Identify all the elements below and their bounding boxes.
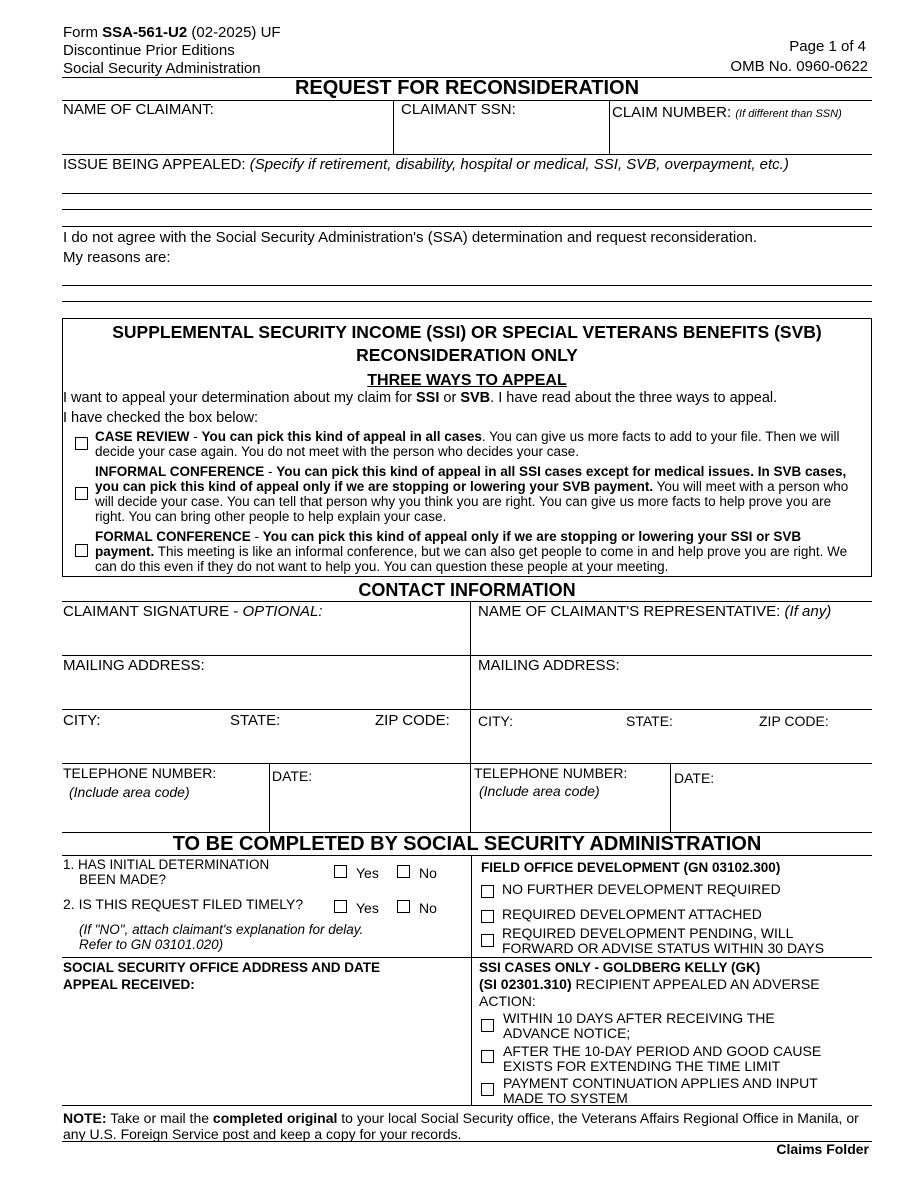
delay-note: (If "NO", attach claimant's explanation for delay. Refer to GN 03101.020) bbox=[79, 922, 364, 952]
formal-conference-checkbox[interactable] bbox=[75, 544, 88, 557]
q1-yes-checkbox[interactable] bbox=[334, 865, 347, 878]
form-title: REQUEST FOR RECONSIDERATION bbox=[294, 77, 640, 99]
discontinue-notice: Discontinue Prior Editions bbox=[63, 42, 235, 59]
claim-number-label: CLAIM NUMBER: (If different than SSN) bbox=[612, 104, 842, 121]
claimant-mailing-label: MAILING ADDRESS: bbox=[63, 657, 205, 674]
claims-folder-label: Claims Folder bbox=[776, 1141, 869, 1157]
issue-field[interactable] bbox=[63, 174, 871, 224]
informal-conference-checkbox[interactable] bbox=[75, 487, 88, 500]
rep-telephone-label: TELEPHONE NUMBER: bbox=[474, 765, 628, 781]
q1-yes-label: Yes bbox=[356, 865, 379, 881]
page-number: Page 1 of 4 bbox=[789, 38, 866, 55]
ssi-title-line2: RECONSIDERATION ONLY bbox=[356, 345, 578, 365]
q2-yes-checkbox[interactable] bbox=[334, 900, 347, 913]
development-pending-checkbox[interactable] bbox=[481, 934, 494, 947]
rep-mailing-field[interactable] bbox=[474, 676, 870, 708]
claimant-ssn-field[interactable] bbox=[396, 118, 606, 152]
q1-label: 1. HAS INITIAL DETERMINATION BEEN MADE? bbox=[63, 857, 270, 887]
claimant-ssn-label: CLAIMANT SSN: bbox=[401, 101, 516, 118]
office-address-field[interactable] bbox=[63, 996, 467, 1102]
claimant-city-label: CITY: bbox=[63, 712, 101, 729]
development-attached-checkbox[interactable] bbox=[481, 910, 494, 923]
claimant-mailing-field[interactable] bbox=[63, 676, 467, 708]
office-address-label: SOCIAL SECURITY OFFICE ADDRESS AND DATE APPEAL RECEIVED: bbox=[63, 960, 381, 992]
field-office-title: FIELD OFFICE DEVELOPMENT (GN 03102.300) bbox=[481, 860, 781, 875]
representative-name-label: NAME OF CLAIMANT'S REPRESENTATIVE: (If any) bbox=[478, 603, 832, 620]
omb-number: OMB No. 0960-0622 bbox=[730, 58, 868, 75]
claimant-date-field[interactable] bbox=[272, 786, 468, 830]
issue-label: ISSUE BEING APPEALED: (Specify if retirement, disability, hospital or medical, SSI, SVB, overpayment, etc.) bbox=[63, 156, 789, 173]
gk-payment-continuation-label: PAYMENT CONTINUATION APPLIES AND INPUT MADE TO SYSTEM bbox=[503, 1075, 818, 1106]
claimant-name-field[interactable] bbox=[63, 118, 391, 152]
q2-yes-label: Yes bbox=[356, 900, 379, 916]
gk-after-10-day-checkbox[interactable] bbox=[481, 1050, 494, 1063]
gk-within-10-days-checkbox[interactable] bbox=[481, 1019, 494, 1032]
q2-no-label: No bbox=[419, 900, 437, 916]
representative-name-field[interactable] bbox=[474, 622, 870, 654]
rep-state-label: STATE: bbox=[626, 713, 673, 729]
rep-date-label: DATE: bbox=[674, 770, 715, 786]
claimant-signature-label: CLAIMANT SIGNATURE - OPTIONAL: bbox=[63, 603, 323, 620]
no-further-development-label: NO FURTHER DEVELOPMENT REQUIRED bbox=[502, 881, 781, 897]
reconsideration-statement: I do not agree with the Social Security Administration's (SSA) determination and request reconsideration. bbox=[63, 229, 758, 246]
rep-city-state-zip-field[interactable] bbox=[474, 730, 870, 762]
claimant-state-label: STATE: bbox=[230, 712, 281, 729]
q1-no-checkbox[interactable] bbox=[397, 865, 410, 878]
claimant-telephone-note: (Include area code) bbox=[69, 784, 190, 800]
contact-info-title: CONTACT INFORMATION bbox=[358, 580, 576, 600]
claimant-name-label: NAME OF CLAIMANT: bbox=[63, 101, 214, 118]
rep-zip-label: ZIP CODE: bbox=[759, 713, 829, 729]
form-number-line: Form SSA-561-U2 (02-2025) UF bbox=[63, 24, 281, 41]
gk-after-10-day-label: AFTER THE 10-DAY PERIOD AND GOOD CAUSE EXISTS FOR EXTENDING THE TIME LIMIT bbox=[503, 1043, 822, 1074]
development-attached-label: REQUIRED DEVELOPMENT ATTACHED bbox=[502, 906, 762, 922]
rep-city-label: CITY: bbox=[478, 713, 514, 729]
claimant-zip-label: ZIP CODE: bbox=[375, 712, 450, 729]
three-ways-subtitle: THREE WAYS TO APPEAL bbox=[367, 372, 567, 389]
rep-telephone-field[interactable] bbox=[474, 802, 668, 830]
claimant-date-label: DATE: bbox=[272, 768, 313, 784]
rep-date-field[interactable] bbox=[674, 788, 870, 830]
informal-conference-option: INFORMAL CONFERENCE - You can pick this kind of appeal in all SSI cases except for medical issues. In SVB cases, you can pick this kind of appeal only if we are stopping or lowering your SVB payment. You will meet with a person who will decide your case. You can tell that person why you think you are right. You can give us more facts to help prove you are right. You can bring other people to help explain your case. bbox=[95, 464, 849, 524]
gk-within-10-days-label: WITHIN 10 DAYS AFTER RECEIVING THE ADVANCE NOTICE; bbox=[503, 1010, 775, 1041]
rep-mailing-label: MAILING ADDRESS: bbox=[478, 657, 620, 674]
gk-line2: (SI 02301.310) RECIPIENT APPEALED AN ADVERSE bbox=[479, 976, 820, 992]
gk-action-label: ACTION: bbox=[479, 993, 536, 1009]
claimant-telephone-label: TELEPHONE NUMBER: bbox=[63, 765, 217, 781]
no-further-development-checkbox[interactable] bbox=[481, 885, 494, 898]
q2-no-checkbox[interactable] bbox=[397, 900, 410, 913]
reasons-label: My reasons are: bbox=[63, 249, 171, 266]
gk-payment-continuation-checkbox[interactable] bbox=[481, 1083, 494, 1096]
development-pending-label: REQUIRED DEVELOPMENT PENDING, WILL FORWARD OR ADVISE STATUS WITHIN 30 DAYS bbox=[502, 925, 825, 956]
agency-name: Social Security Administration bbox=[63, 60, 261, 77]
claim-number-field[interactable] bbox=[612, 122, 870, 152]
ssi-title-line1: SUPPLEMENTAL SECURITY INCOME (SSI) OR SPECIAL VETERANS BENEFITS (SVB) bbox=[112, 322, 822, 342]
case-review-checkbox[interactable] bbox=[75, 437, 88, 450]
ssa-section-title: TO BE COMPLETED BY SOCIAL SECURITY ADMINISTRATION bbox=[172, 833, 762, 855]
q2-label: 2. IS THIS REQUEST FILED TIMELY? bbox=[63, 896, 304, 912]
ssi-intro: I want to appeal your determination about my claim for SSI or SVB. I have read about the three ways to appeal. bbox=[63, 390, 778, 406]
ssi-intro-line2: I have checked the box below: bbox=[63, 410, 259, 426]
claimant-telephone-field[interactable] bbox=[63, 802, 267, 830]
formal-conference-option: FORMAL CONFERENCE - You can pick this kind of appeal only if we are stopping or lowering your SSI or SVB payment. This meeting is like an informal conference, but we can also get people to come in and help prove you are right. We can do this even if they do not want to help you. You can question these people at your meeting. bbox=[95, 529, 848, 574]
gk-title: SSI CASES ONLY - GOLDBERG KELLY (GK) bbox=[479, 960, 761, 975]
q1-no-label: No bbox=[419, 865, 437, 881]
case-review-option: CASE REVIEW - You can pick this kind of appeal in all cases. You can give us more facts to add to your file. Then we will decide your case again. You do not meet with the person who decides your case. bbox=[95, 429, 840, 459]
rep-telephone-note: (Include area code) bbox=[479, 783, 600, 799]
footer-note: NOTE: Take or mail the completed original to your local Social Security office, the Veterans Affairs Regional Office in Manila, or any U.S. Foreign Service post and keep a copy for your records. bbox=[63, 1110, 859, 1142]
claimant-city-state-zip-field[interactable] bbox=[63, 730, 467, 762]
claimant-signature-field[interactable] bbox=[63, 622, 467, 654]
